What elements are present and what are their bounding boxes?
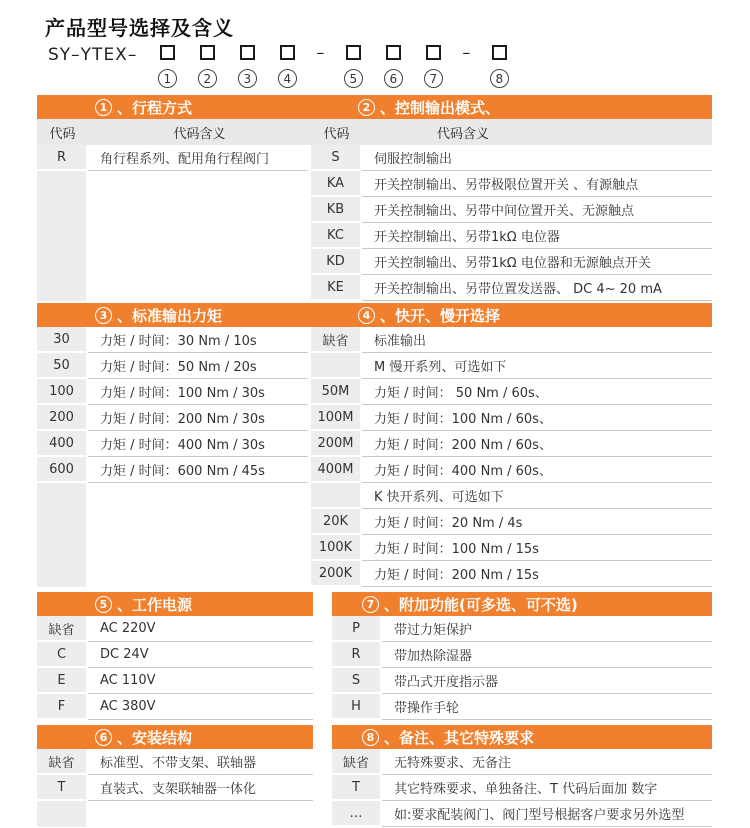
dash-separator: – — [316, 43, 325, 62]
code-cell — [311, 353, 362, 379]
table-row — [37, 379, 308, 405]
code-cell: 200K — [311, 561, 362, 587]
code-cell: 20K — [311, 509, 362, 535]
code-cell: 缺省 — [37, 616, 88, 642]
code-cell: 缺省 — [311, 327, 362, 353]
section-header-bars-5-7 — [37, 592, 712, 616]
table-row — [311, 275, 712, 301]
meaning-cell: 带凸式开度指示器 — [382, 668, 712, 694]
code-cell: KA — [311, 171, 362, 197]
table-row — [311, 171, 712, 197]
code-cell: R — [37, 145, 88, 171]
column-header-row — [37, 119, 712, 145]
meaning-cell: M 慢开系列、可选如下 — [362, 353, 712, 379]
circled-number-icon: 8 — [362, 729, 379, 746]
position-number-4: 4 — [278, 69, 297, 88]
code-column-header: 代码 — [49, 126, 76, 142]
code-cell: … — [332, 801, 382, 827]
code-cell: E — [37, 668, 88, 694]
meaning-cell: 力矩 / 时间：100 Nm / 60s、 — [362, 405, 712, 431]
section-1-table — [37, 145, 308, 301]
meaning-cell: 带过力矩保护 — [382, 616, 712, 642]
model-slot-4 — [267, 45, 307, 88]
section-4-table — [311, 327, 712, 587]
section-5-title: 5 、工作电源 — [95, 594, 192, 615]
table-row — [37, 327, 308, 353]
table-row — [332, 668, 712, 694]
table-row — [311, 561, 712, 587]
section-block-6-8 — [37, 725, 712, 827]
circled-number-icon: 3 — [95, 307, 112, 324]
position-number-8: 8 — [490, 69, 509, 88]
code-cell: KB — [311, 197, 362, 223]
table-row — [37, 642, 313, 668]
table-row — [332, 642, 712, 668]
table-row — [37, 431, 308, 457]
table-row — [311, 327, 712, 353]
empty-filler — [37, 483, 308, 587]
code-cell: 400 — [37, 431, 88, 457]
section-6-header-bar — [37, 725, 313, 749]
code-cell: T — [37, 775, 88, 801]
section-2-table — [311, 145, 712, 301]
table-row — [37, 405, 308, 431]
meaning-cell: 伺服控制输出 — [362, 145, 712, 171]
code-cell: 30 — [37, 327, 88, 353]
meaning-cell: 标准型、不带支架、联轴器 — [88, 749, 313, 775]
section-8-header-bar — [332, 725, 712, 749]
empty-filler — [37, 171, 308, 301]
code-cell: 400M — [311, 457, 362, 483]
meaning-cell: AC 220V — [88, 616, 313, 642]
code-cell: P — [332, 616, 382, 642]
meaning-cell: 角行程系列、配用角行程阀门 — [88, 145, 308, 171]
model-box-icon — [240, 45, 255, 60]
section-6-table — [37, 749, 313, 827]
model-box-icon — [426, 45, 441, 60]
code-cell: 100 — [37, 379, 88, 405]
meaning-cell: 力矩 / 时间： 50 Nm / 60s、 — [362, 379, 712, 405]
table-row — [311, 353, 712, 379]
meaning-cell: 力矩 / 时间：200 Nm / 60s、 — [362, 431, 712, 457]
code-cell: 200M — [311, 431, 362, 457]
table-content — [37, 95, 712, 827]
model-box-icon — [160, 45, 175, 60]
table-row — [37, 694, 313, 720]
meaning-cell: DC 24V — [88, 642, 313, 668]
table-row — [37, 457, 308, 483]
section-5-header-bar — [37, 592, 313, 616]
section-4-title: 4 、快开、慢开选择 — [358, 303, 500, 327]
table-row — [311, 249, 712, 275]
code-cell: KC — [311, 223, 362, 249]
position-number-1: 1 — [158, 69, 177, 88]
model-slot-1 — [147, 45, 187, 88]
code-cell: 缺省 — [37, 749, 88, 775]
table-row — [311, 223, 712, 249]
section-header-bars-6-8 — [37, 725, 712, 749]
meaning-cell: 力矩 / 时间：200 Nm / 15s — [362, 561, 712, 587]
meaning-cell: 带加热除湿器 — [382, 642, 712, 668]
section-5-table — [37, 616, 313, 720]
table-row — [311, 431, 712, 457]
table-row — [37, 668, 313, 694]
empty-code-column — [37, 483, 88, 587]
code-cell: 缺省 — [332, 749, 382, 775]
empty-code-column — [37, 171, 88, 301]
meaning-column-header: 代码含义 — [437, 126, 490, 142]
meaning-cell: 开关控制输出、另带位置发送器、 DC 4~ 20 mA — [362, 275, 712, 301]
code-column-header: 代码 — [323, 126, 350, 142]
circled-number-icon: 4 — [358, 307, 375, 324]
meaning-cell: 力矩 / 时间：100 Nm / 30s — [88, 379, 308, 405]
table-row — [311, 379, 712, 405]
meaning-cell: 力矩 / 时间：400 Nm / 30s — [88, 431, 308, 457]
meaning-cell: AC 380V — [88, 694, 313, 720]
meaning-cell: 开关控制输出、另带1kΩ 电位器和无源触点开关 — [362, 249, 712, 275]
meaning-cell: K 快开系列、可选如下 — [362, 483, 712, 509]
code-cell — [311, 483, 362, 509]
table-row — [311, 145, 712, 171]
section-6-title: 6 、安装结构 — [95, 727, 192, 748]
code-cell: 50M — [311, 379, 362, 405]
table-row — [37, 775, 313, 801]
code-cell: F — [37, 694, 88, 720]
position-number-3: 3 — [238, 69, 257, 88]
code-cell: S — [311, 145, 362, 171]
section-header-bar-3-4 — [37, 303, 712, 327]
code-cell: C — [37, 642, 88, 668]
code-cell: T — [332, 775, 382, 801]
section-3-table — [37, 327, 308, 587]
meaning-cell: 带操作手轮 — [382, 694, 712, 720]
meaning-cell: 力矩 / 时间：50 Nm / 20s — [88, 353, 308, 379]
circled-number-icon: 2 — [358, 99, 375, 116]
meaning-cell: 开关控制输出、另带中间位置开关、无源触点 — [362, 197, 712, 223]
meaning-cell: 力矩 / 时间：100 Nm / 15s — [362, 535, 712, 561]
position-number-6: 6 — [384, 69, 403, 88]
section-8-table — [332, 749, 712, 827]
model-slot-5 — [333, 45, 373, 88]
meaning-cell: 力矩 / 时间：30 Nm / 10s — [88, 327, 308, 353]
model-slot-2 — [187, 45, 227, 88]
table-row — [332, 749, 712, 775]
model-slot-3 — [227, 45, 267, 88]
meaning-cell: 力矩 / 时间：200 Nm / 30s — [88, 405, 308, 431]
code-cell: 600 — [37, 457, 88, 483]
position-number-2: 2 — [198, 69, 217, 88]
model-box-icon — [280, 45, 295, 60]
empty-filler — [37, 801, 313, 827]
model-slot-6 — [373, 45, 413, 88]
section-8-title: 8 、备注、其它特殊要求 — [362, 727, 534, 748]
table-row — [311, 405, 712, 431]
meaning-cell: 力矩 / 时间：20 Nm / 4s — [362, 509, 712, 535]
code-cell: 100K — [311, 535, 362, 561]
table-row — [37, 145, 308, 171]
code-cell: H — [332, 694, 382, 720]
table-row — [332, 801, 712, 827]
model-prefix: SY–YTEX– — [48, 45, 138, 65]
meaning-cell: 开关控制输出、另带1kΩ 电位器 — [362, 223, 712, 249]
table-row — [311, 197, 712, 223]
table-row — [332, 694, 712, 720]
table-row — [37, 616, 313, 642]
model-box-icon — [200, 45, 215, 60]
table-row — [311, 483, 712, 509]
meaning-cell: AC 110V — [88, 668, 313, 694]
code-cell: S — [332, 668, 382, 694]
section-block-1-2 — [37, 95, 712, 301]
meaning-cell: 直装式、支架联轴器一体化 — [88, 775, 313, 801]
circled-number-icon: 6 — [95, 729, 112, 746]
model-box-icon — [492, 45, 507, 60]
empty-code-column — [37, 801, 88, 827]
section-2-title: 2 、控制输出模式、 — [358, 95, 500, 119]
circled-number-icon: 5 — [95, 596, 112, 613]
circled-number-icon: 1 — [95, 99, 112, 116]
section-header-bar-1-2 — [37, 95, 712, 119]
table-row — [311, 535, 712, 561]
code-cell: 50 — [37, 353, 88, 379]
section-3-title: 3 、标准输出力矩 — [95, 303, 222, 327]
code-cell: 100M — [311, 405, 362, 431]
table-row — [332, 616, 712, 642]
table-row — [37, 353, 308, 379]
table-row — [311, 509, 712, 535]
meaning-cell: 无特殊要求、无备注 — [382, 749, 712, 775]
section-7-title: 7 、附加功能(可多选、可不选) — [362, 594, 578, 615]
page-title: 产品型号选择及含义 — [45, 16, 234, 40]
section-block-3-4 — [37, 303, 712, 587]
table-row — [332, 775, 712, 801]
meaning-column-header: 代码含义 — [173, 126, 226, 142]
code-cell: 200 — [37, 405, 88, 431]
circled-number-icon: 7 — [362, 596, 379, 613]
model-slot-7 — [413, 45, 453, 88]
model-slots — [147, 45, 519, 88]
model-box-icon — [346, 45, 361, 60]
section-7-table — [332, 616, 712, 720]
model-box-icon — [386, 45, 401, 60]
meaning-cell: 力矩 / 时间：400 Nm / 60s、 — [362, 457, 712, 483]
code-cell: KE — [311, 275, 362, 301]
section-7-header-bar — [332, 592, 712, 616]
code-cell: KD — [311, 249, 362, 275]
meaning-cell: 力矩 / 时间：600 Nm / 45s — [88, 457, 308, 483]
model-code-diagram — [48, 45, 750, 88]
section-1-title: 1 、行程方式 — [95, 95, 192, 119]
meaning-cell: 标准输出 — [362, 327, 712, 353]
section-block-5-7 — [37, 592, 712, 720]
model-slot-8 — [479, 45, 519, 88]
meaning-cell: 其它特殊要求、单独备注、T 代码后面加 数字 — [382, 775, 712, 801]
position-number-7: 7 — [424, 69, 443, 88]
dash-separator: – — [462, 43, 471, 62]
table-row — [37, 749, 313, 775]
table-row — [311, 457, 712, 483]
meaning-cell: 如:要求配装阀门、阀门型号根据客户要求另外选型 — [382, 801, 712, 827]
position-number-5: 5 — [344, 69, 363, 88]
meaning-cell: 开关控制输出、另带极限位置开关 、有源触点 — [362, 171, 712, 197]
code-cell: R — [332, 642, 382, 668]
